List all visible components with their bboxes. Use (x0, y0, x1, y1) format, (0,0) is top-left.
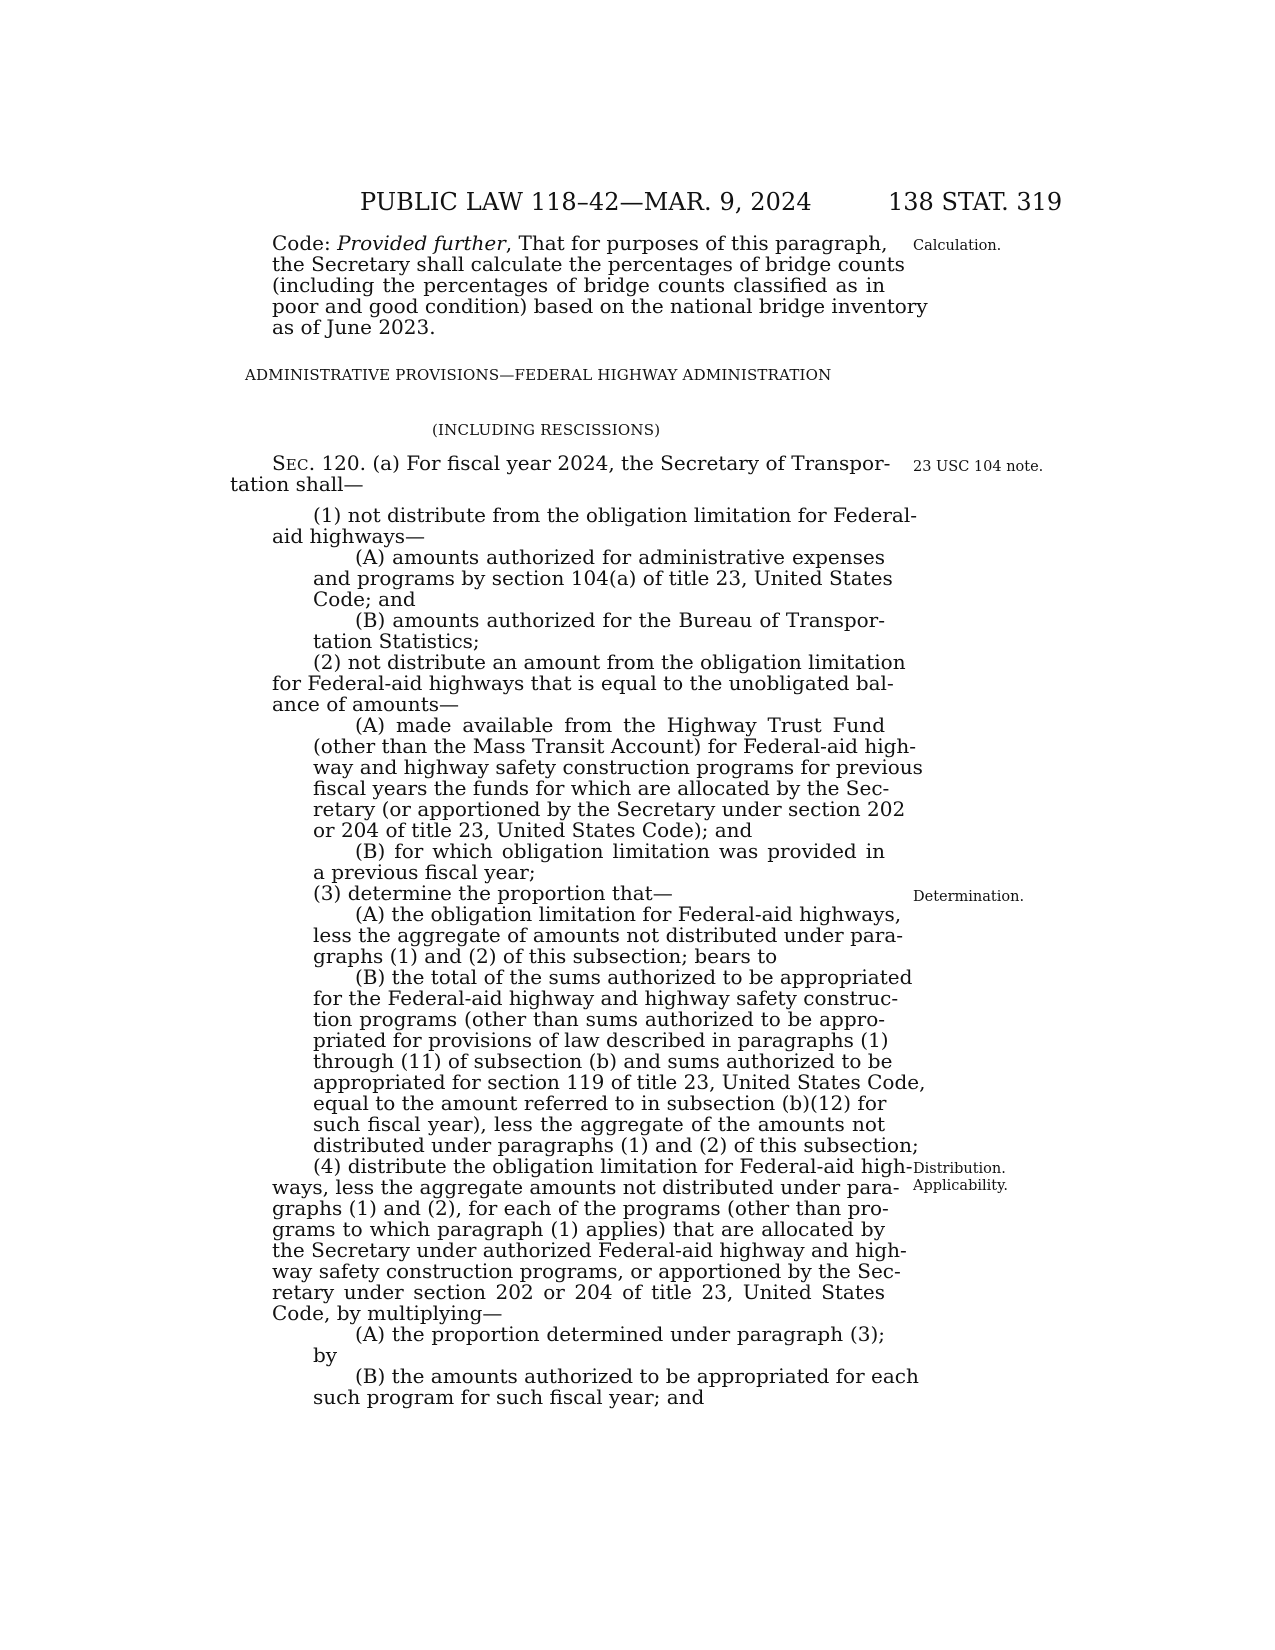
margin-note: Applicability. (913, 1178, 1008, 1194)
text-span: . 120. (a) For fiscal year 2024, the Secretary of Transpor- (308, 451, 891, 475)
text-line: for the Federal-aid highway and highway safety construc- (313, 986, 899, 1010)
text-line: Code; and (313, 587, 416, 611)
text-line: (A) the proportion determined under paragraph (3); (355, 1322, 885, 1346)
running-header: PUBLIC LAW 118–42—MAR. 9, 2024 (360, 188, 812, 216)
text-line: the Secretary shall calculate the percentages of bridge counts (272, 252, 905, 276)
text-line: poor and good condition) based on the national bridge inventory (272, 294, 928, 318)
text-line: for Federal-aid highways that is equal to the unobligated bal- (272, 671, 894, 695)
text-line: grams to which paragraph (1) applies) that are allocated by (272, 1217, 885, 1241)
text-line: distributed under paragraphs (1) and (2) of this subsection; (313, 1133, 919, 1157)
text-span: , That for purposes of this paragraph, (505, 231, 888, 255)
text-line: appropriated for section 119 of title 23, United States Code, (313, 1070, 926, 1094)
text-span: Code: (272, 231, 338, 255)
text-line: ways, less the aggregate amounts not distributed under para- (272, 1175, 900, 1199)
text-line: tion programs (other than sums authorized to be appro- (313, 1007, 885, 1031)
text-line: (other than the Mass Transit Account) for Federal-aid high- (313, 734, 917, 758)
text-line: (including the percentages of bridge counts classified as in (272, 273, 885, 297)
text-line: (B) the total of the sums authorized to be appropriated (355, 965, 913, 989)
text-line: graphs (1) and (2), for each of the programs (other than pro- (272, 1196, 889, 1220)
text-line: or 204 of title 23, United States Code); and (313, 818, 753, 842)
margin-note: Distribution. (913, 1161, 1006, 1177)
text-line: equal to the amount referred to in subsection (b)(12) for (313, 1091, 887, 1115)
text-line: such program for such fiscal year; and (313, 1385, 705, 1409)
text-line: (A) the obligation limitation for Federal-aid highways, (355, 902, 902, 926)
text-line: ance of amounts— (272, 692, 459, 716)
text-line: tation Statistics; (313, 629, 480, 653)
margin-note: Calculation. (913, 238, 1002, 254)
text-line: Code, by multiplying— (272, 1301, 503, 1325)
text-line: the Secretary under authorized Federal-aid highway and high- (272, 1238, 907, 1262)
text-line: (4) distribute the obligation limitation for Federal-aid high- (313, 1154, 913, 1178)
text-line: retary (or apportioned by the Secretary under section 202 (313, 797, 906, 821)
text-line: (A) made available from the Highway Trust Fund (355, 713, 885, 737)
text-line: such fiscal year), less the aggregate of the amounts not (313, 1112, 885, 1136)
section-heading: ADMINISTRATIVE PROVISIONS—FEDERAL HIGHWAY ADMINISTRATION (245, 366, 832, 384)
text-span: S (272, 451, 286, 475)
text-line: less the aggregate of amounts not distributed under para- (313, 923, 904, 947)
text-line: and programs by section 104(a) of title 23, United States (313, 566, 893, 590)
text-line: (3) determine the proportion that— (313, 881, 673, 905)
text-line: (2) not distribute an amount from the obligation limitation (313, 650, 906, 674)
text-line: as of June 2023. (272, 315, 436, 339)
text-line: tation shall— (230, 472, 364, 496)
text-line: way safety construction programs, or apportioned by the Sec- (272, 1259, 901, 1283)
text-line: graphs (1) and (2) of this subsection; bears to (313, 944, 778, 968)
margin-note: Determination. (913, 889, 1025, 905)
text-line: through (11) of subsection (b) and sums authorized to be (313, 1049, 893, 1073)
text-line: a previous fiscal year; (313, 860, 536, 884)
text-line: (1) not distribute from the obligation limitation for Federal- (313, 503, 917, 527)
text-span: EC (285, 456, 309, 474)
text-line: (A) amounts authorized for administrative expenses (355, 545, 885, 569)
section-subheading: (INCLUDING RESCISSIONS) (432, 421, 661, 439)
statute-page-number: 138 STAT. 319 (888, 188, 1063, 216)
text-line: way and highway safety construction programs for previous (313, 755, 923, 779)
text-line: (B) amounts authorized for the Bureau of Transpor- (355, 608, 885, 632)
text-line: (B) the amounts authorized to be appropriated for each (355, 1364, 919, 1388)
italic-phrase: Provided further (337, 231, 506, 255)
text-line: (B) for which obligation limitation was provided in (355, 839, 885, 863)
text-line: aid highways— (272, 524, 426, 548)
text-line (272, 231, 888, 255)
text-line (272, 451, 891, 476)
text-line: priated for provisions of law described in paragraphs (1) (313, 1028, 889, 1052)
text-line: by (313, 1343, 338, 1367)
text-line: retary under section 202 or 204 of title 23, United States (272, 1280, 885, 1304)
margin-note: 23 USC 104 note. (913, 459, 1044, 475)
text-line: fiscal years the funds for which are allocated by the Sec- (313, 776, 890, 800)
